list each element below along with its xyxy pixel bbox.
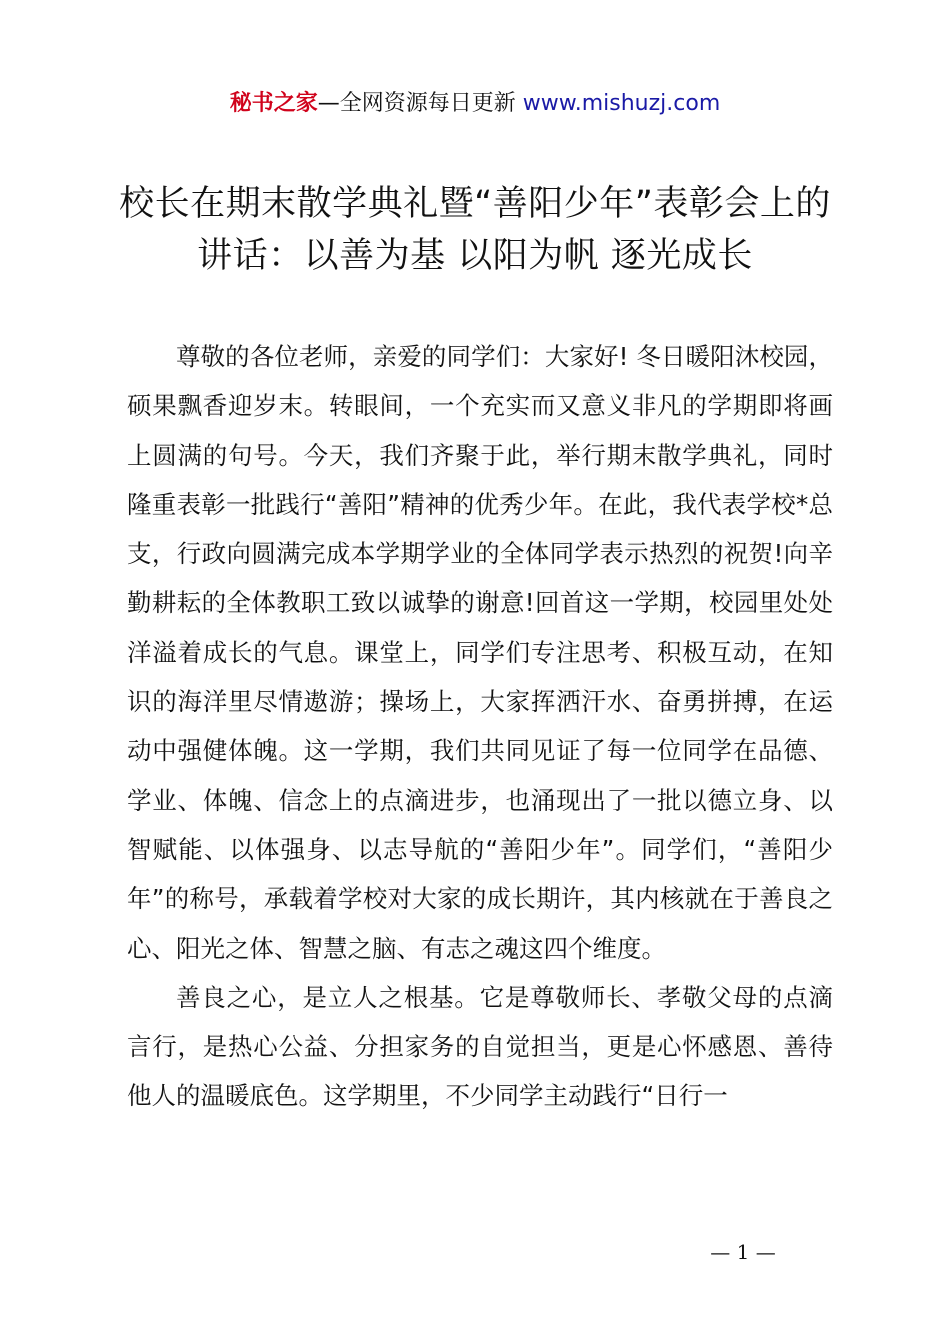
paragraph: 善良之心，是立人之根基。它是尊敬师长、孝敬父母的点滴言行，是热心公益、分担家务的自觉担当，更是心怀感恩、善待他人的温暖底色。这学期里，不少同学主动践行“日行一	[127, 982, 833, 1111]
document-body	[127, 332, 833, 1121]
page-number: — 1 —	[710, 1240, 776, 1264]
site-brand: 秘书之家	[229, 91, 318, 116]
site-tagline: —全网资源每日更新	[317, 91, 523, 116]
site-header	[0, 88, 950, 120]
paragraph: 尊敬的各位老师，亲爱的同学们：大家好! 冬日暖阳沐校园，硕果飘香迎岁末。转眼间，一个充实而又意义非凡的学期即将画上圆满的句号。今天，我们齐聚于此，举行期末散学典礼，同时隆重表彰一批践行“善阳”精神的优秀少年。在此，我代表学校*总支，行政向圆满完成本学期学业的全体同学表示热烈的祝贺!向辛勤耕耘的全体教职工致以诚挚的谢意!回首这一学期，校园里处处洋溢着成长的气息。课堂上，同学们专注思考、积极互动，在知识的海洋里尽情遨游；操场上，大家挥洒汗水、奋勇拼搏，在运动中强健体魄。这一学期，我们共同见证了每一位同学在品德、学业、体魄、信念上的点滴进步，也涌现出了一批以德立身、以智赋能、以体强身、以志导航的“善阳少年”。同学们，“善阳少年”的称号，承载着学校对大家的成长期许，其内核就在于善良之心、阳光之体、智慧之脑、有志之魂这四个维度。	[127, 342, 833, 963]
site-url-link[interactable]: www.mishuzj.com	[522, 91, 721, 116]
document-title: 校长在期末散学典礼暨“善阳少年”表彰会上的讲话：以善为基 以阳为帆 逐光成长	[119, 184, 831, 276]
